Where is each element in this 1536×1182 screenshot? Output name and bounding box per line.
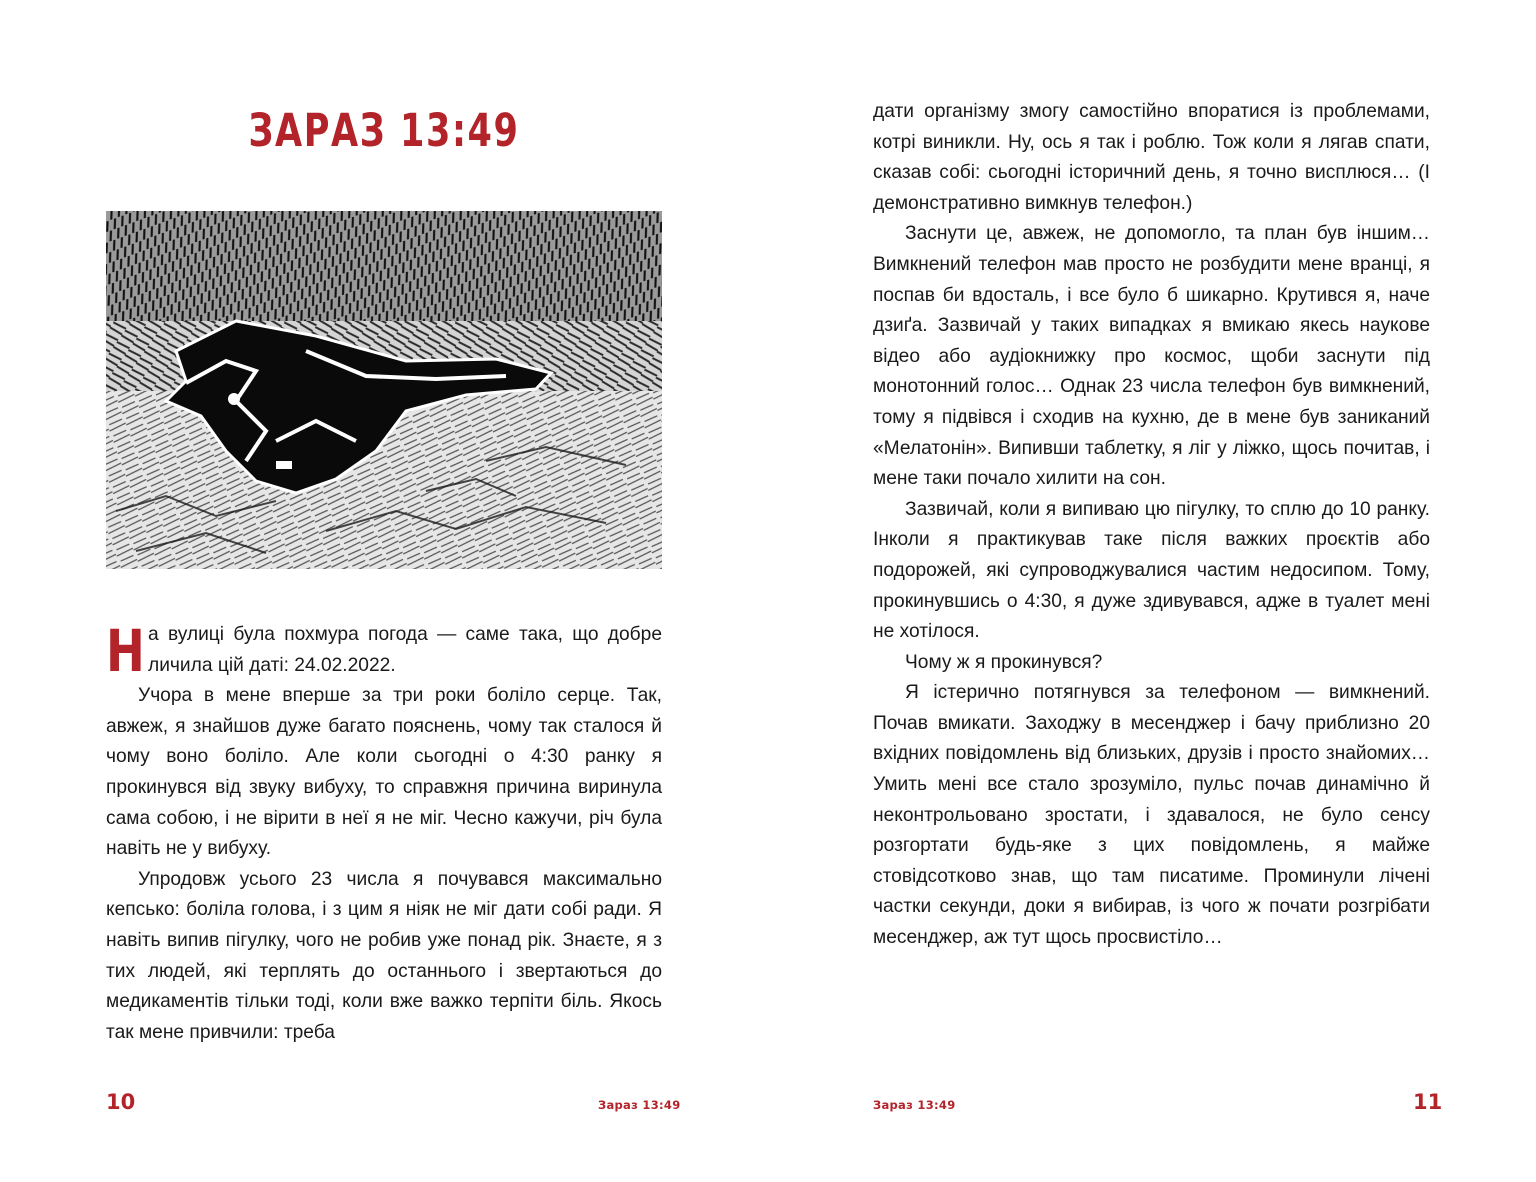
paragraph: дати організму змогу самостійно впоратися із проблемами, котрі виникли. Ну, ось я так і роблю. Тож коли я лягав спати, сказав собі: сьогодні історичний день, я точно висплюся… (І демонстративно вимкнув телефон.) [873,101,1430,214]
dropcap: Н [106,617,145,685]
paragraph: Зазвичай, коли я випиваю цю пігулку, то сплю до 10 ранку. Інколи я практикував таке після важких проєктів або подорожей, які супроводжувалися частим недосипом. Тому, прокинувшись о 4:30, я дуже здивувався, адже в туалет мені не хотілося. [873,498,1430,643]
paragraph-text: а вулиці була похмура погода — саме така, що добре личила цій даті: 24.02.2022. [148,624,662,676]
left-page-text [106,617,662,1048]
paragraph: Чому ж я прокинувся? [905,651,1103,673]
running-head: Зараз 13:49 [598,1098,681,1112]
paragraph: Я істерично потягнувся за телефоном — вимкнений. Почав вмикати. Заходжу в месенджер і бачу приблизно 20 вхідних повідомлень від близьких, друзів і просто знайомих… Умить мені все стало зрозуміло, пульс почав динамічно й неконтрольовано зростати, і здавалося, не було сенсу розгортати будь-яке з цих повідомлень, я майже стовідсотково знав, що там писатиме. Проминули лічені частки секунди, доки я вибирав, із чого ж почати розгрібати месенджер, аж тут щось просвистіло… [873,682,1430,949]
running-head: Зараз 13:49 [873,1098,956,1112]
chapter-illustration [106,211,662,569]
airplane-wreck-sketch-icon [106,211,662,569]
page-number: 11 [1413,1090,1443,1114]
paragraph: Упродовж усього 23 числа я почувався максимально кепсько: боліла голова, і з цим я ніяк не міг дати собі ради. Я навіть випив пігулку, чого не робив уже понад рік. Знаєте, я з тих людей, які терплять до останнього і звертаються до медикаментів тільки тоді, коли вже важко терпіти біль. Якось так мене привчили: треба [106,868,662,1043]
paragraph [106,617,662,685]
right-page-text [873,97,1430,954]
paragraph: Учора в мене вперше за три роки боліло серце. Так, авжеж, я знайшов дуже багато пояснень, чому так сталося й чому воно боліло. Але коли сьогодні о 4:30 ранку я прокинувся від звуку вибуху, то справжня причина виринула сама собою, і не вірити в неї я не міг. Чесно кажучи, річ була навіть не у вибуху. [106,685,662,860]
paragraph: Заснути це, авжеж, не допомогло, та план був іншим… Вимкнений телефон мав просто не розбудити мене вранці, я поспав би вдосталь, і все було б шикарно. Крутився я, наче дзиґа. Зазвичай у таких випадках я вмикаю якесь наукове відео або аудіокнижку про космос, щоби заснути під монотонний голос… Однак 23 числа телефон був вимкнений, тому я підвівся і сходив на кухню, де в мене був заниканий «Мелатонін». Випивши таблетку, я ліг у ліжко, щось почитав, і мене таки почало хилити на сон. [873,223,1430,490]
chapter-title: ЗАРАЗ 13:49 [248,104,520,157]
page-number: 10 [106,1090,136,1114]
